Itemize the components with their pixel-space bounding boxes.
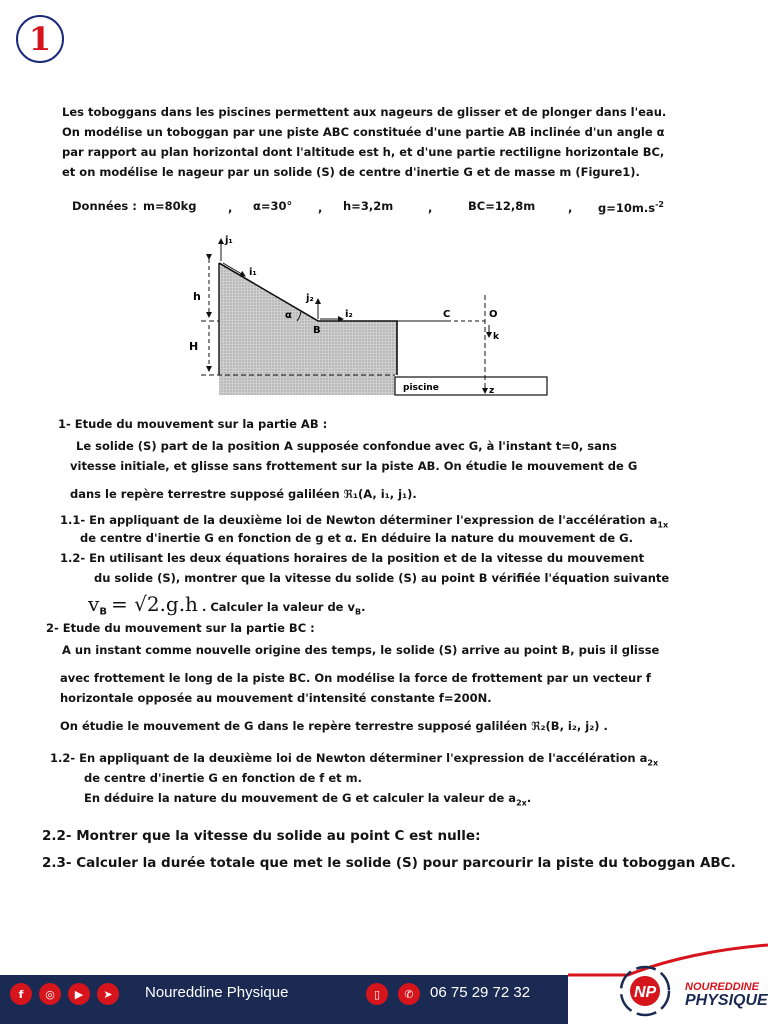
page-number-badge <box>16 15 64 63</box>
q12-calc-sub: B <box>355 607 362 617</box>
formula-sub: B <box>99 606 107 618</box>
instagram-icon[interactable]: ◎ <box>39 983 61 1005</box>
part2-p2: avec frottement le long de la piste BC. On modélise la force de frottement par un vecteur f <box>60 671 651 685</box>
q11-text: 1.1- En appliquant de la deuxième loi de Newton déterminer l'expression de l'accélération a <box>60 513 658 527</box>
part1-title: 1- Etude du mouvement sur la partie AB : <box>58 417 328 431</box>
ground-area <box>219 375 395 395</box>
brand-logo-icon <box>612 962 678 1020</box>
label-j2: j₂ <box>306 293 314 304</box>
q11-line1 <box>60 514 668 530</box>
q12b-line2: de centre d'inertie G en fonction de f et m. <box>84 771 362 785</box>
part2-title: 2- Etude du mouvement sur la partie BC : <box>46 621 315 635</box>
q22: 2.2- Montrer que la vitesse du solide au point C est nulle: <box>42 828 481 844</box>
label-k: k <box>493 332 499 342</box>
q12-calc-end: . <box>361 600 366 614</box>
q12b-c: En déduire la nature du mouvement de G et calculer la valeur de a <box>84 791 517 805</box>
q12b-c-sub: 2x <box>516 798 527 808</box>
q12b-line3 <box>84 792 531 808</box>
intro-line-2: On modélise un toboggan par une piste ABC constituée d'une partie AB inclinée d'un angle α <box>62 125 665 139</box>
part2-p3: horizontale opposée au mouvement d'intensité constante f=200N. <box>60 691 492 705</box>
platform-area <box>219 321 397 375</box>
label-B: B <box>313 325 321 336</box>
label-i2: i₂ <box>345 309 353 320</box>
label-h: h <box>193 290 201 303</box>
brand-bottom: PHYSIQUE <box>685 992 768 1009</box>
q12-line1: 1.2- En utilisant les deux équations horaires de la position et de la vitesse du mouvement <box>60 551 645 565</box>
formula-rhs: = √2.g.h <box>110 592 198 616</box>
comma: , <box>228 201 233 215</box>
q11-sub: 1x <box>657 520 669 530</box>
telegram-icon[interactable]: ➤ <box>97 983 119 1005</box>
donnee-g-value: g=10m.s <box>598 200 656 215</box>
whatsapp-icon[interactable]: ✆ <box>398 983 420 1005</box>
q12-formula-line <box>88 592 365 618</box>
label-C: C <box>443 309 451 320</box>
page-number: 1 <box>28 20 52 58</box>
toboggan-figure <box>185 225 555 405</box>
q23: 2.3- Calculer la durée totale que met le solide (S) pour parcourir la piste du toboggan ABC. <box>42 855 736 871</box>
label-z: z <box>489 386 495 396</box>
donnee-g-exponent: -2 <box>655 200 664 209</box>
formula-lhs: v <box>88 592 100 616</box>
intro-line-3: par rapport au plan horizontal dont l'altitude est h, et d'une partie rectiligne horizontale BC, <box>62 145 665 159</box>
footer-name: Noureddine Physique <box>145 984 289 1001</box>
donnee-g <box>598 200 664 216</box>
donnees-label: Données : <box>72 199 137 213</box>
svg-text:NP: NP <box>634 984 657 1001</box>
q12-calc: . Calculer la valeur de v <box>201 600 355 614</box>
part1-p2: vitesse initiale, et glisse sans frottement sur la piste AB. On étudie le mouvement de G <box>70 459 638 473</box>
part1-p3: dans le repère terrestre supposé galiléen ℜ₁(A, i₁, j₁). <box>70 487 417 501</box>
label-piscine: piscine <box>403 383 439 393</box>
brand-top: NOUREDDINE <box>685 981 759 993</box>
q12b-text: 1.2- En appliquant de la deuxième loi de Newton déterminer l'expression de l'accélération a <box>50 751 648 765</box>
comma: , <box>318 201 323 215</box>
comma: , <box>428 201 433 215</box>
donnee-h: h=3,2m <box>343 199 394 213</box>
part2-p1: A un instant comme nouvelle origine des temps, le solide (S) arrive au point B, puis il glisse <box>62 643 660 657</box>
comma: , <box>568 201 573 215</box>
intro-line-4: et on modélise le nageur par un solide (S) de centre d'inertie G et de masse m (Figure1). <box>62 165 640 179</box>
q12b-c-end: . <box>526 791 532 805</box>
donnee-m: m=80kg <box>143 199 197 213</box>
part1-p1: Le solide (S) part de la position A supposée confondue avec G, à l'instant t=0, sans <box>76 439 617 453</box>
label-i1: i₁ <box>249 267 257 278</box>
label-alpha: α <box>285 310 292 321</box>
youtube-icon[interactable]: ▶ <box>68 983 90 1005</box>
label-O: O <box>489 309 498 320</box>
footer-phone: 06 75 29 72 32 <box>430 984 531 1001</box>
label-j1: j₁ <box>225 235 233 246</box>
q12b-line1 <box>50 752 658 768</box>
facebook-icon[interactable]: f <box>10 983 32 1005</box>
q11-line2: de centre d'inertie G en fonction de g et α. En déduire la nature du mouvement de G. <box>80 531 633 545</box>
label-H: H <box>189 340 199 353</box>
donnee-alpha: α=30° <box>253 199 293 213</box>
phone-icon[interactable]: ▯ <box>366 983 388 1005</box>
donnee-bc: BC=12,8m <box>468 199 536 213</box>
part2-p4: On étudie le mouvement de G dans le repère terrestre supposé galiléen ℜ₂(B, i₂, j₂) . <box>60 719 608 733</box>
q12-line2: du solide (S), montrer que la vitesse du solide (S) au point B vérifiée l'équation suivante <box>94 571 670 585</box>
intro-line-1: Les toboggans dans les piscines permettent aux nageurs de glisser et de plonger dans l'eau. <box>62 105 667 119</box>
q12b-sub: 2x <box>647 758 659 768</box>
